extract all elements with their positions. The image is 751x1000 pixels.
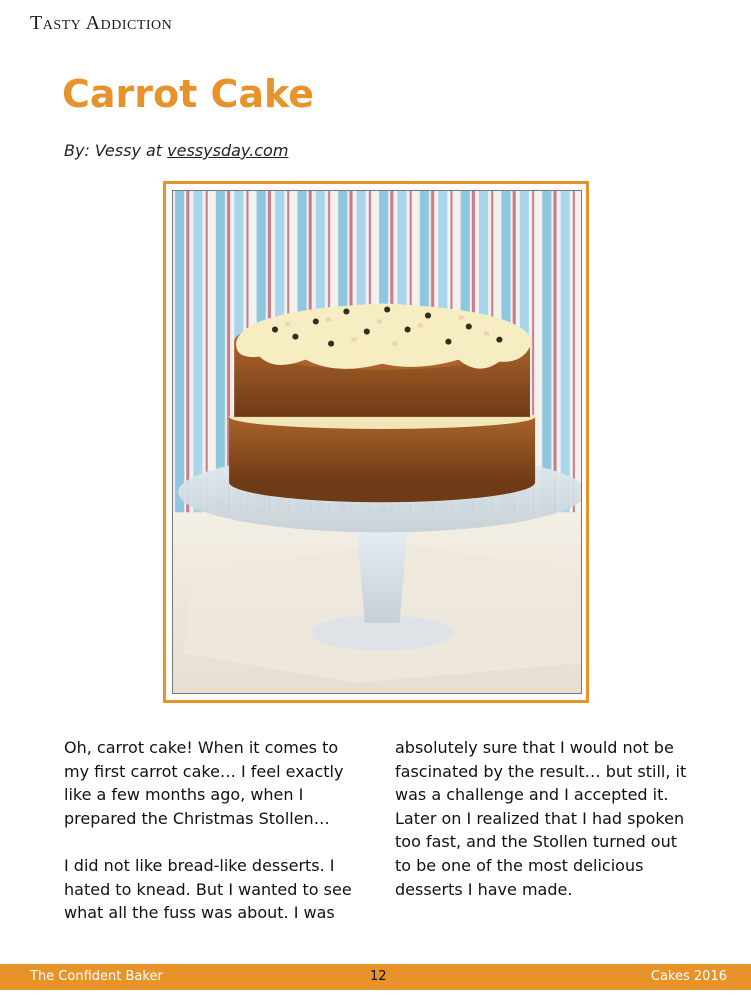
article-title: Carrot Cake	[62, 72, 315, 116]
footer-publication: The Confident Baker	[30, 969, 163, 984]
byline	[64, 141, 288, 160]
paragraph: I did not like bread-like desserts. I hated to knead. But I wanted to see what all the fuss was about. I was	[64, 855, 352, 923]
page-footer	[0, 964, 751, 990]
publication-header: Tasty Addiction	[30, 12, 173, 34]
paragraph: Oh, carrot cake! When it comes to my first carrot cake… I feel exactly like a few months ago, when I prepared the Christmas Stollen…	[64, 738, 344, 828]
page-number: 12	[370, 969, 387, 984]
paragraph: absolutely sure that I would not be fascinated by the result… but still, it was a challenge and I accepted it. Later on I realized that I had spoken too fast, and the Stollen turned out to be one of the most delicious desserts I have made.	[395, 738, 687, 899]
photo-frame	[163, 181, 589, 703]
footer-issue: Cakes 2016	[650, 969, 727, 984]
cake-illustration	[173, 191, 581, 693]
byline-prefix: By: Vessy at	[64, 141, 168, 160]
text-column-right	[395, 736, 695, 925]
carrot-cake-photo	[172, 190, 582, 694]
text-column-left	[64, 736, 364, 948]
byline-link[interactable]: vessysday.com	[167, 141, 289, 160]
